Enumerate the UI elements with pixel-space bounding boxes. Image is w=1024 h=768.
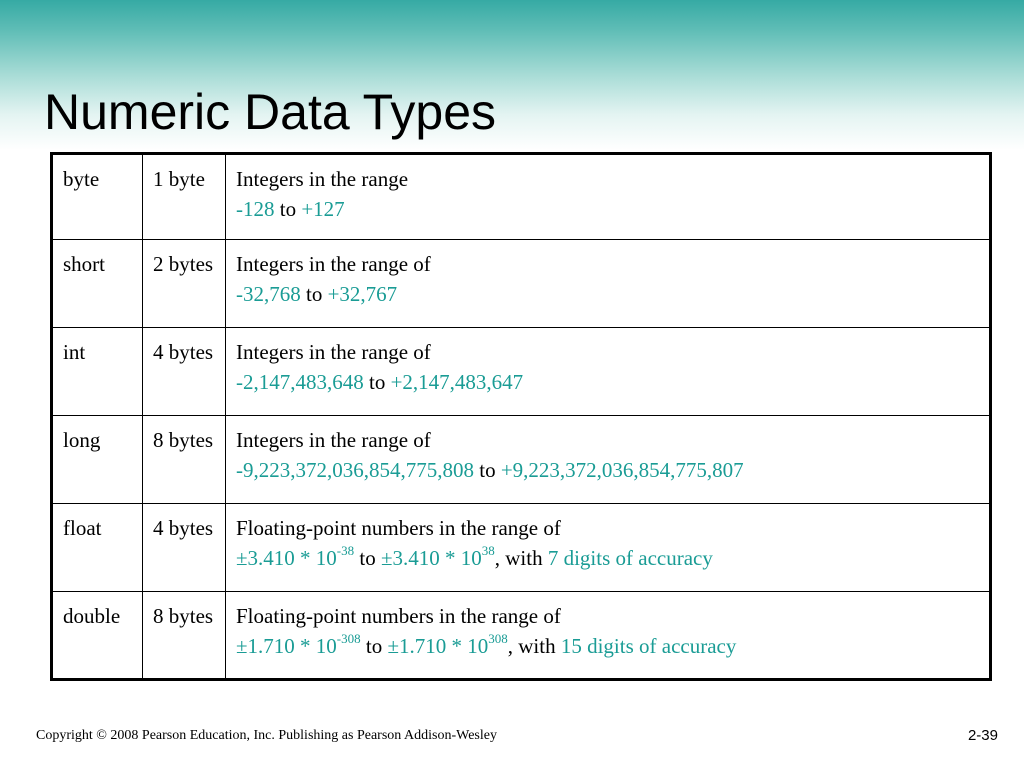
range-max: +32,767 bbox=[327, 282, 398, 306]
range-to: to bbox=[365, 634, 383, 658]
type-range-cell bbox=[226, 328, 991, 416]
range-description: Floating-point numbers in the range of bbox=[236, 604, 561, 628]
table-row bbox=[52, 592, 991, 680]
range-to: to bbox=[369, 370, 386, 394]
range-max-base: ±3.410 * 10 bbox=[380, 546, 482, 570]
range-description: Integers in the range of bbox=[236, 252, 431, 276]
type-size-cell: 8 bytes bbox=[143, 592, 226, 680]
table-row bbox=[52, 504, 991, 592]
type-size-cell: 8 bytes bbox=[143, 416, 226, 504]
range-min-exponent: -38 bbox=[336, 543, 355, 558]
range-min: -2,147,483,648 bbox=[236, 370, 364, 394]
range-min bbox=[236, 631, 361, 658]
table-row bbox=[52, 154, 991, 240]
range-max-exponent: 308 bbox=[488, 631, 508, 646]
type-name-cell: double bbox=[52, 592, 143, 680]
type-range-cell bbox=[226, 416, 991, 504]
numeric-types-table bbox=[50, 152, 992, 681]
type-name-cell: int bbox=[52, 328, 143, 416]
type-name-cell: float bbox=[52, 504, 143, 592]
accuracy-note: 7 digits of accuracy bbox=[547, 546, 713, 570]
range-max-base: ±1.710 * 10 bbox=[387, 634, 489, 658]
range-description: Integers in the range of bbox=[236, 428, 431, 452]
range-min-exponent: -308 bbox=[336, 631, 361, 646]
range-max: +127 bbox=[301, 197, 345, 221]
page-number: 2-39 bbox=[967, 727, 998, 744]
range-min-base: ±3.410 * 10 bbox=[236, 546, 337, 570]
range-max: +9,223,372,036,854,775,807 bbox=[500, 458, 744, 482]
type-name-cell: byte bbox=[52, 154, 143, 240]
table-row bbox=[52, 416, 991, 504]
type-size-cell: 4 bytes bbox=[143, 328, 226, 416]
range-min bbox=[236, 543, 355, 570]
range-min-base: ±1.710 * 10 bbox=[236, 634, 337, 658]
range-max bbox=[380, 543, 495, 570]
table-row bbox=[52, 240, 991, 328]
range-description: Floating-point numbers in the range of bbox=[236, 516, 561, 540]
type-range-cell bbox=[226, 240, 991, 328]
type-size-cell: 1 byte bbox=[143, 154, 226, 240]
type-range-cell bbox=[226, 154, 991, 240]
range-min: -32,768 bbox=[236, 282, 301, 306]
range-description: Integers in the range of bbox=[236, 340, 431, 364]
range-to: to bbox=[306, 282, 323, 306]
range-description: Integers in the range bbox=[236, 167, 409, 191]
type-range-cell bbox=[226, 592, 991, 680]
type-name-cell: short bbox=[52, 240, 143, 328]
type-size-cell: 4 bytes bbox=[143, 504, 226, 592]
range-min: -9,223,372,036,854,775,808 bbox=[236, 458, 474, 482]
range-to: to bbox=[279, 197, 297, 221]
range-to: to bbox=[479, 458, 496, 482]
accuracy-note: 15 digits of accuracy bbox=[560, 634, 737, 658]
range-max: +2,147,483,647 bbox=[390, 370, 524, 394]
range-with: , with bbox=[507, 634, 556, 658]
type-name-cell: long bbox=[52, 416, 143, 504]
range-min: -128 bbox=[236, 197, 275, 221]
copyright-footer: Copyright © 2008 Pearson Education, Inc. Publishing as Pearson Addison-Wesley bbox=[36, 728, 497, 743]
slide-title: Numeric Data Types bbox=[44, 84, 497, 140]
range-max-exponent: 38 bbox=[481, 543, 495, 558]
type-range-cell bbox=[226, 504, 991, 592]
range-to: to bbox=[359, 546, 376, 570]
range-max bbox=[387, 631, 508, 658]
table-row bbox=[52, 328, 991, 416]
type-size-cell: 2 bytes bbox=[143, 240, 226, 328]
range-with: , with bbox=[494, 546, 543, 570]
